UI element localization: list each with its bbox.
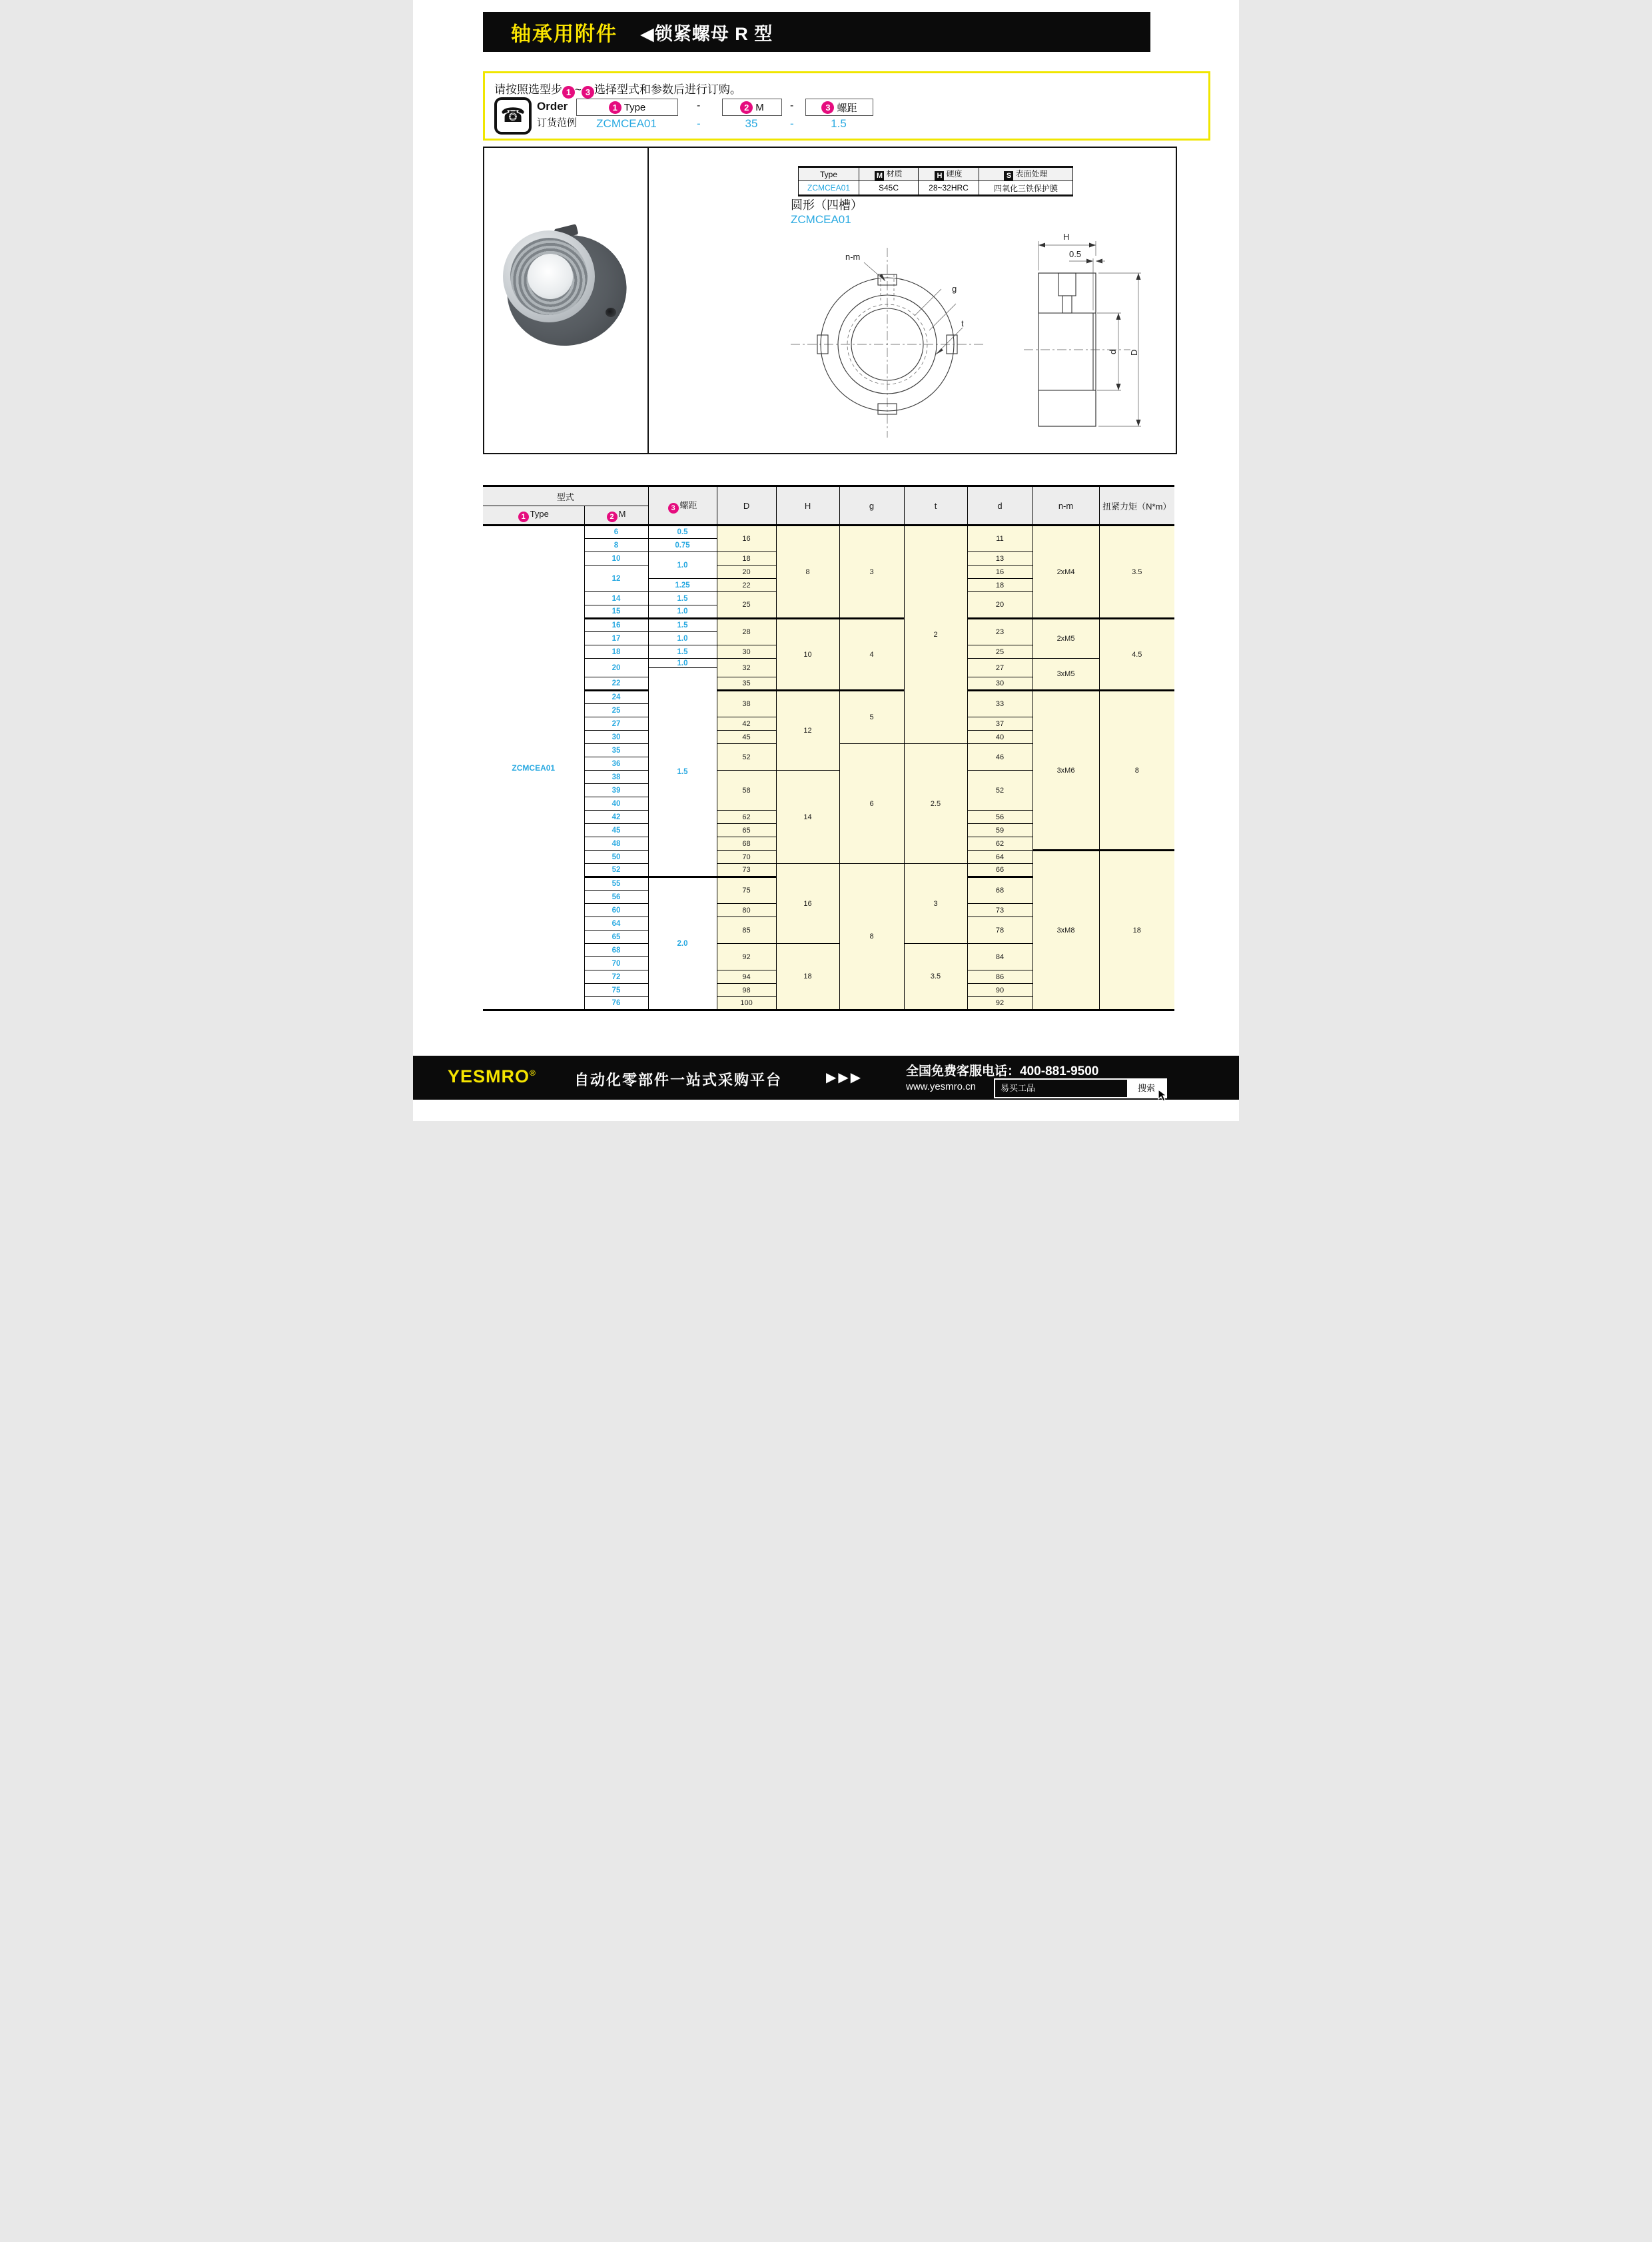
data-value-cell: 22 [717,579,776,592]
label-H: H [1063,232,1070,242]
m-value-cell: 50 [584,851,648,864]
data-value-cell: 92 [717,944,776,970]
data-value-cell: 8 [776,526,839,619]
m-value-cell: 10 [584,552,648,565]
pitch-value-cell: 1.0 [648,659,717,668]
order-field-type [576,99,678,116]
dimension-table [483,485,1174,1011]
pitch-value-cell: 1.5 [648,592,717,605]
hardness-badge-icon: H [935,171,944,181]
pitch-value-cell: 1.5 [648,668,717,877]
data-value-cell: 3 [839,526,904,619]
material-label: 材质 [886,169,903,179]
m-value-cell: 45 [584,824,648,837]
side-view-drawing [997,226,1157,446]
table-body [483,526,1174,1010]
data-value-cell: 4.5 [1099,619,1174,691]
header-t: t [904,486,967,526]
spec-type-code: ZCMCEA01 [799,181,859,196]
service-phone [906,1061,1098,1079]
shape-type-code: ZCMCEA01 [791,213,851,226]
website-url: www.yesmro.cn [906,1081,977,1092]
pitch-value-cell: 1.0 [648,552,717,579]
dimension-table-wrap [483,485,1174,1011]
data-value-cell: 73 [717,864,776,877]
data-value-cell: 59 [967,824,1032,837]
type-field-label: Type [623,101,646,113]
data-value-cell: 100 [717,997,776,1010]
pitch-value-cell: 1.25 [648,579,717,592]
instruction-prefix: 请按照选型步 [494,83,562,96]
m-badge: 2 [740,101,753,114]
value-dash-2: - [790,117,794,130]
data-value-cell: 20 [967,592,1032,619]
m-value-cell: 20 [584,659,648,677]
data-value-cell: 16 [967,565,1032,579]
phone-number: 400-881-9500 [1020,1064,1099,1078]
data-value-cell: 16 [717,526,776,552]
order-instruction [494,80,741,99]
yesmro-logo [448,1066,536,1087]
pitch-field-label: 螺距 [837,102,857,114]
m-value-cell: 24 [584,691,648,704]
type-header-badge: 1 [518,512,529,522]
label-t: t [961,318,964,328]
m-value-cell: 25 [584,704,648,717]
data-value-cell: 3xM6 [1032,691,1099,851]
m-value-cell: 52 [584,864,648,877]
table-row [483,619,1174,632]
m-value-cell: 16 [584,619,648,632]
header-m [584,506,648,526]
data-value-cell: 78 [967,917,1032,944]
label-g: g [952,284,957,294]
nut-bore [528,254,573,299]
m-value-cell: 14 [584,592,648,605]
m-header-badge: 2 [607,512,618,522]
search-input[interactable]: 易买工品 [995,1080,1127,1097]
header-type-group: 型式 [483,486,648,506]
header-H: H [776,486,839,526]
m-value-cell: 60 [584,904,648,917]
data-value-cell: 40 [967,731,1032,744]
instruction-suffix: 选择型式和参数后进行订购。 [594,83,741,96]
m-value-cell: 6 [584,526,648,539]
search-button-label: 搜索 [1137,1083,1155,1093]
data-value-cell: 30 [717,645,776,659]
m-value-cell: 55 [584,877,648,891]
product-panel [483,147,1177,454]
order-labels [537,100,577,129]
spec-header-row [799,167,1073,181]
spec-header-surface [979,167,1073,181]
data-value-cell: 66 [967,864,1032,877]
data-value-cell: 73 [967,904,1032,917]
data-value-cell: 8 [1099,691,1174,851]
data-value-cell: 98 [717,984,776,997]
data-value-cell: 52 [717,744,776,771]
data-value-cell: 33 [967,691,1032,717]
data-value-cell: 30 [967,677,1032,691]
logo-text: YESMRO [448,1066,530,1086]
data-value-cell: 16 [776,864,839,944]
m-value-cell: 42 [584,811,648,824]
data-value-cell: 18 [967,579,1032,592]
data-value-cell: 25 [967,645,1032,659]
order-field-pitch [805,99,873,116]
data-value-cell: 3.5 [904,944,967,1010]
spec-header-hardness [919,167,979,181]
category-title: 轴承用附件 [511,23,618,45]
pitch-header-label: 螺距 [679,500,697,510]
spec-surface: 四氧化三铁保护膜 [979,181,1073,196]
spec-material: S45C [859,181,919,196]
pitch-value-cell: 1.5 [648,619,717,632]
data-value-cell: 18 [717,552,776,565]
data-value-cell: 10 [776,619,839,691]
header-type [483,506,584,526]
pitch-value-cell: 1.5 [648,645,717,659]
m-value-cell: 27 [584,717,648,731]
m-value-cell: 70 [584,957,648,970]
data-value-cell: 86 [967,970,1032,984]
data-value-cell: 4 [839,619,904,691]
tilde: ~ [575,83,582,96]
spec-table [798,166,1073,196]
order-value-m: 35 [745,117,758,130]
m-value-cell: 22 [584,677,648,691]
material-badge-icon: M [875,171,884,181]
table-row [483,526,1174,539]
spec-hardness: 28~32HRC [919,181,979,196]
label-d: d [1108,349,1118,354]
data-value-cell: 37 [967,717,1032,731]
m-value-cell: 17 [584,632,648,645]
data-value-cell: 6 [839,744,904,864]
data-value-cell: 70 [717,851,776,864]
m-value-cell: 40 [584,797,648,811]
data-value-cell: 12 [776,691,839,771]
spec-header-material [859,167,919,181]
m-value-cell: 64 [584,917,648,931]
data-value-cell: 46 [967,744,1032,771]
data-value-cell: 62 [717,811,776,824]
data-value-cell: 27 [967,659,1032,677]
data-value-cell: 3xM5 [1032,659,1099,691]
footer-bar [413,1056,1239,1100]
data-value-cell: 18 [776,944,839,1010]
data-value-cell: 11 [967,526,1032,552]
dash-1: - [697,100,701,111]
footer-search-bar [994,1078,1167,1098]
cursor-icon [1156,1089,1168,1102]
label-offset: 0.5 [1069,249,1082,259]
order-value-type: ZCMCEA01 [596,117,657,130]
surface-label: 表面处理 [1015,169,1048,179]
phone-icon [494,97,532,135]
data-value-cell: 2xM5 [1032,619,1099,659]
data-value-cell: 52 [967,771,1032,811]
front-view-drawing [784,228,991,441]
m-value-cell: 30 [584,731,648,744]
m-value-cell: 75 [584,984,648,997]
data-value-cell: 35 [717,677,776,691]
header-g: g [839,486,904,526]
data-value-cell: 13 [967,552,1032,565]
m-value-cell: 48 [584,837,648,851]
step3-badge: 3 [582,86,594,99]
m-header-label: M [618,508,626,519]
pitch-badge: 3 [821,101,834,114]
data-value-cell: 18 [1099,851,1174,1010]
catalog-page [413,0,1239,1121]
m-value-cell: 76 [584,997,648,1010]
m-value-cell: 56 [584,891,648,904]
header-torque: 扭紧力矩（N*m） [1099,486,1174,526]
dash-2: - [790,100,794,111]
spec-header-type [799,167,859,181]
data-value-cell: 3.5 [1099,526,1174,619]
footer-slogan: 自动化零部件一站式采购平台 [574,1072,783,1088]
m-value-cell: 12 [584,565,648,592]
registered-mark: ® [530,1068,536,1078]
shape-title: 圆形（四槽） [791,198,863,212]
order-label-cn: 订货范例 [537,117,578,129]
data-value-cell: 20 [717,565,776,579]
spec-data-row [799,181,1073,196]
m-field-label: M [755,101,764,113]
data-value-cell: 25 [717,592,776,619]
hardness-label: 硬度 [946,169,963,179]
data-value-cell: 3 [904,864,967,944]
surface-badge-icon: S [1004,171,1013,181]
data-value-cell: 85 [717,917,776,944]
data-value-cell: 62 [967,837,1032,851]
header-pitch [648,486,717,526]
data-value-cell: 2xM4 [1032,526,1099,619]
table-head [483,486,1174,526]
label-D: D [1129,349,1139,356]
panel-divider [647,148,649,453]
pitch-value-cell: 1.0 [648,632,717,645]
data-value-cell: 14 [776,771,839,864]
spec-type-label: Type [819,169,837,179]
table-row [483,691,1174,704]
m-value-cell: 38 [584,771,648,784]
data-value-cell: 64 [967,851,1032,864]
order-example-box [483,71,1210,141]
nut-set-screw-hole [606,308,616,317]
type-badge: 1 [609,101,621,114]
data-value-cell: 90 [967,984,1032,997]
order-label-en: Order [537,100,568,113]
pitch-value-cell: 2.0 [648,877,717,1010]
order-field-m [722,99,782,116]
data-value-cell: 94 [717,970,776,984]
data-value-cell: 23 [967,619,1032,645]
order-value-pitch: 1.5 [831,117,847,130]
data-value-cell: 65 [717,824,776,837]
data-value-cell: 8 [839,864,904,1010]
page-title: ◀锁紧螺母 R 型 [640,23,773,44]
pitch-value-cell: 0.75 [648,539,717,552]
data-value-cell: 2.5 [904,744,967,864]
data-value-cell: 5 [839,691,904,744]
m-value-cell: 35 [584,744,648,757]
data-value-cell: 28 [717,619,776,645]
data-value-cell: 42 [717,717,776,731]
m-value-cell: 39 [584,784,648,797]
data-value-cell: 68 [967,877,1032,904]
phone-label: 全国免费客服电话： [906,1064,1021,1078]
data-value-cell: 68 [717,837,776,851]
m-value-cell: 36 [584,757,648,771]
forward-arrows-icon: ▶▶▶ [826,1070,863,1085]
m-value-cell: 8 [584,539,648,552]
m-value-cell: 68 [584,944,648,957]
m-value-cell: 18 [584,645,648,659]
data-value-cell: 92 [967,997,1032,1010]
type-code-cell: ZCMCEA01 [483,526,584,1010]
page-title-bar [483,12,1150,52]
data-value-cell: 32 [717,659,776,677]
m-value-cell: 15 [584,605,648,619]
data-value-cell: 2 [904,526,967,744]
label-n-m: n-m [845,252,861,262]
m-value-cell: 65 [584,931,648,944]
data-value-cell: 58 [717,771,776,811]
data-value-cell: 84 [967,944,1032,970]
data-value-cell: 56 [967,811,1032,824]
type-header-label: Type [530,508,549,519]
product-photo [499,222,632,366]
m-value-cell: 72 [584,970,648,984]
phone-glyph: ☎ [500,105,526,127]
pitch-value-cell: 0.5 [648,526,717,539]
header-D: D [717,486,776,526]
data-value-cell: 38 [717,691,776,717]
data-value-cell: 3xM8 [1032,851,1099,1010]
data-value-cell: 80 [717,904,776,917]
data-value-cell: 45 [717,731,776,744]
search-button[interactable] [1127,1080,1166,1097]
header-n-m: n-m [1032,486,1099,526]
header-d: d [967,486,1032,526]
pitch-header-badge: 3 [668,503,679,514]
pitch-value-cell: 1.0 [648,605,717,619]
step1-badge: 1 [562,86,575,99]
data-value-cell: 75 [717,877,776,904]
value-dash-1: - [697,117,701,130]
